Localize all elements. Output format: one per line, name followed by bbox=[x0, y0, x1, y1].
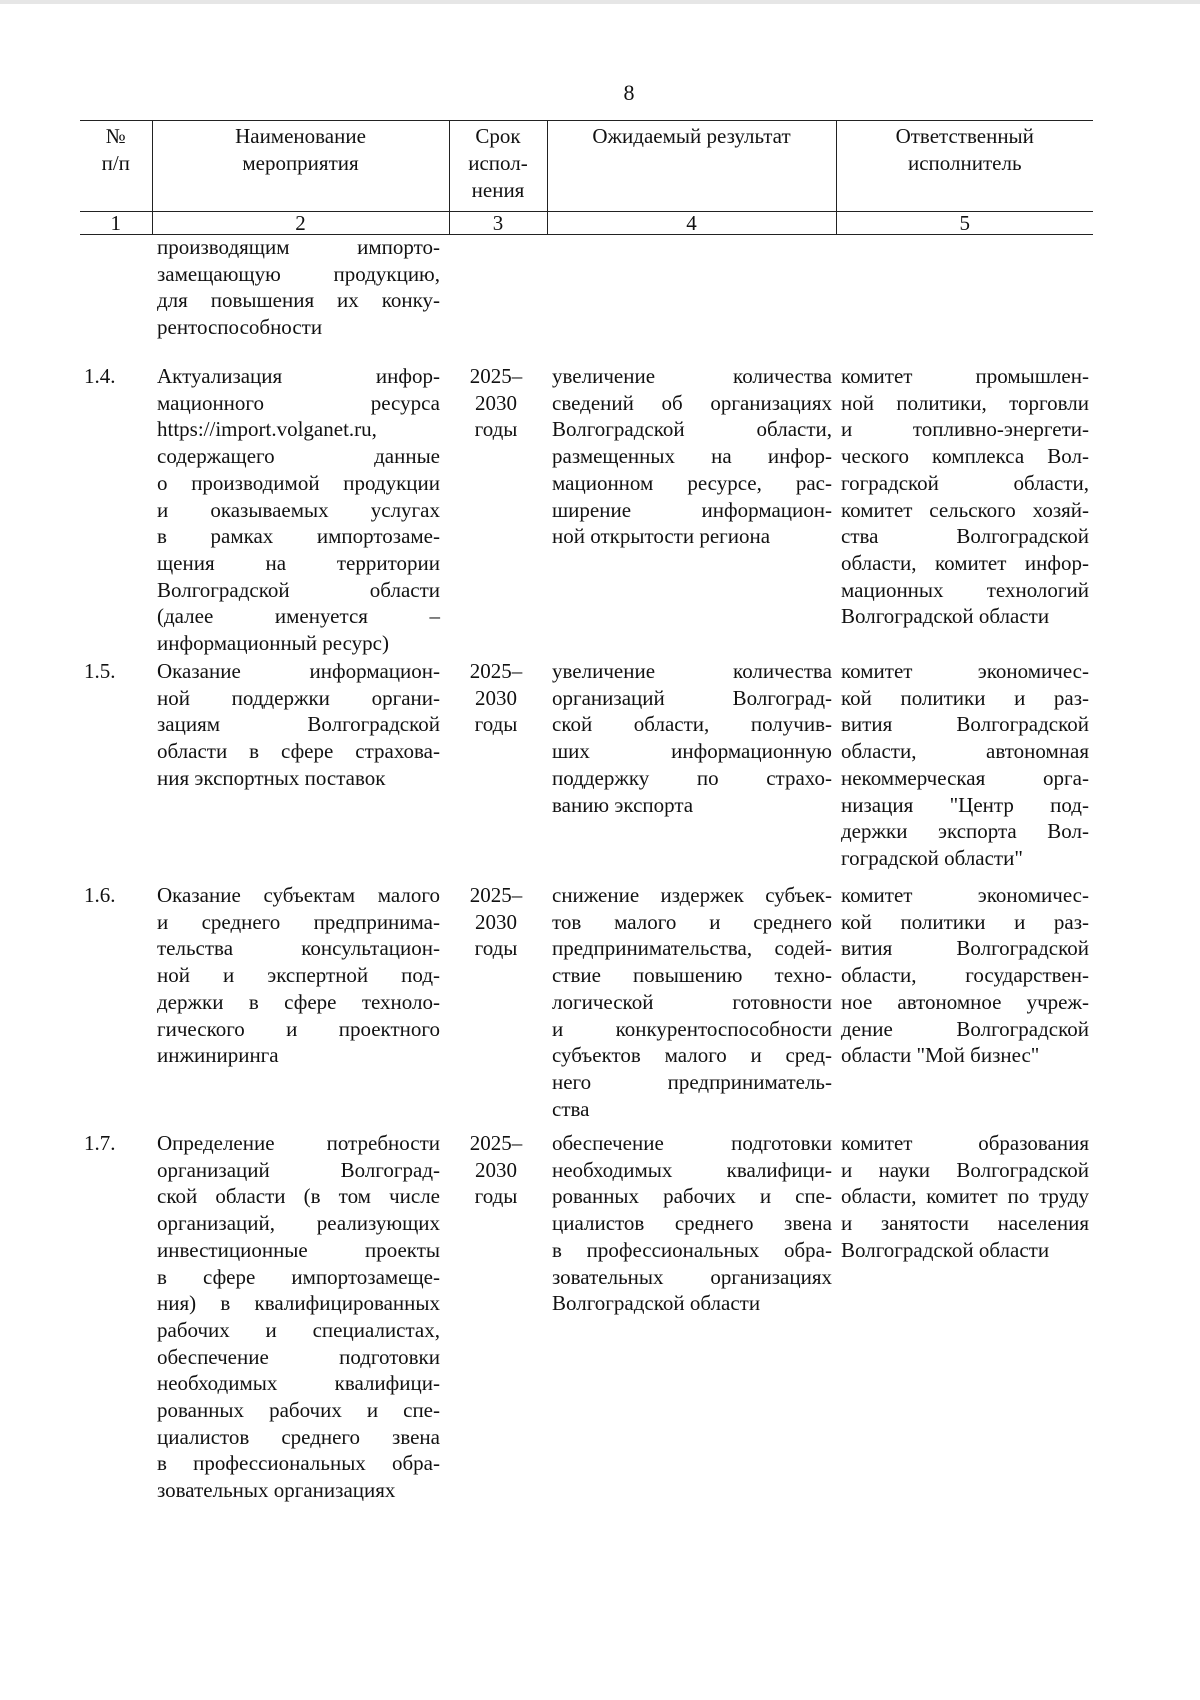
row-executor-line: области, автономная bbox=[841, 739, 1089, 764]
row-name-line: ной поддержки органи- bbox=[157, 685, 440, 710]
row-result-line: и конкурентоспособности bbox=[552, 1016, 832, 1041]
row-number bbox=[84, 1130, 134, 1157]
row-number-line: 1.5. bbox=[84, 659, 116, 683]
row-result-line: субъектов малого и сред- bbox=[552, 1043, 832, 1068]
row-executor-line: ной политики, торговли bbox=[841, 390, 1089, 415]
row-result-line: рованных рабочих и спе- bbox=[552, 1184, 832, 1209]
row-executor bbox=[841, 363, 1089, 630]
row-result-line: Волгоградской области, bbox=[552, 417, 832, 442]
row-result-line: ширение информацион- bbox=[552, 497, 832, 522]
row-result bbox=[552, 363, 832, 550]
column-number: 4 bbox=[547, 212, 836, 235]
row-name-line: Определение потребности bbox=[157, 1131, 440, 1155]
row-executor-line: комитет экономичес- bbox=[841, 659, 1089, 683]
header-text: Ожидаемый результат bbox=[592, 124, 791, 148]
row-executor-line: области, комитет по труду bbox=[841, 1184, 1089, 1209]
row-executor-line: гоградской области, bbox=[841, 470, 1089, 495]
continuation-name-line: замещающую продукцию, bbox=[157, 261, 440, 286]
row-term-line: 2030 bbox=[475, 390, 517, 415]
header-text: п/п bbox=[101, 151, 130, 175]
row-name-line: инжиниринга bbox=[157, 1043, 279, 1068]
row-term-line: 2025– bbox=[469, 1131, 523, 1155]
row-name-line: ской области (в том числе bbox=[157, 1184, 440, 1209]
row-term-line: годы bbox=[474, 712, 518, 737]
row-executor-line: и топливно-энергети- bbox=[841, 417, 1089, 442]
header-text: Ответственный bbox=[895, 124, 1034, 148]
row-result-line: в профессиональных обра- bbox=[552, 1237, 832, 1262]
row-name-line: Оказание субъектам малого bbox=[157, 883, 440, 907]
row-result-line: ших информационную bbox=[552, 739, 832, 764]
row-result-line: циалистов среднего звена bbox=[552, 1211, 832, 1236]
row-term-line: 2030 bbox=[475, 1157, 517, 1182]
row-number bbox=[84, 363, 134, 390]
continuation-name-line: рентоспособности bbox=[157, 315, 323, 340]
row-name bbox=[157, 658, 440, 792]
row-executor-line: кой политики и раз- bbox=[841, 685, 1089, 710]
row-name-line: зовательных организациях bbox=[157, 1478, 396, 1503]
row-executor-line: и занятости населения bbox=[841, 1211, 1089, 1236]
row-name bbox=[157, 363, 440, 657]
row-name-line: Актуализация инфор- bbox=[157, 364, 440, 388]
row-result bbox=[552, 882, 832, 1122]
row-name-line: в профессиональных обра- bbox=[157, 1451, 440, 1476]
row-name-line: и оказываемых услугах bbox=[157, 497, 440, 522]
row-number-line: 1.7. bbox=[84, 1131, 116, 1155]
row-executor-line: комитет сельского хозяй- bbox=[841, 497, 1089, 522]
row-executor-line: вития Волгоградской bbox=[841, 712, 1089, 737]
row-name-line: ной и экспертной под- bbox=[157, 963, 440, 988]
row-executor-line: ческого комплекса Вол- bbox=[841, 444, 1089, 469]
row-result bbox=[552, 658, 832, 818]
row-result-line: ской области, получив- bbox=[552, 712, 832, 737]
header-text: № bbox=[105, 124, 126, 148]
row-executor bbox=[841, 658, 1089, 872]
row-executor-line: низация "Центр под- bbox=[841, 792, 1089, 817]
header-text: Срок bbox=[475, 124, 521, 148]
row-result-line: тов малого и среднего bbox=[552, 909, 832, 934]
row-number bbox=[84, 658, 134, 685]
row-term-line: годы bbox=[474, 417, 518, 442]
row-result-line: сведений об организациях bbox=[552, 390, 832, 415]
row-executor-line: области "Мой бизнес" bbox=[841, 1043, 1040, 1068]
row-term-line: годы bbox=[474, 936, 518, 961]
row-name-line: тельства консультацион- bbox=[157, 936, 440, 961]
row-name-line: https://import.volganet.ru, bbox=[157, 417, 377, 442]
row-executor-line: держки экспорта Вол- bbox=[841, 819, 1089, 844]
row-executor-line: области, государствен- bbox=[841, 963, 1089, 988]
row-executor-line: некоммерческая орга- bbox=[841, 765, 1089, 790]
row-term-line: 2030 bbox=[475, 685, 517, 710]
row-name-line: необходимых квалифици- bbox=[157, 1371, 440, 1396]
row-executor-line: Волгоградской области bbox=[841, 604, 1050, 629]
continuation-name bbox=[157, 234, 440, 341]
row-name-line: о производимой продукции bbox=[157, 470, 440, 495]
row-name-line: гического и проектного bbox=[157, 1016, 440, 1041]
row-name-line: информационный ресурс) bbox=[157, 631, 389, 656]
row-executor-line: дение Волгоградской bbox=[841, 1016, 1089, 1041]
row-term-line: 2025– bbox=[469, 364, 523, 388]
header-text: нения bbox=[471, 178, 525, 202]
row-result-line: организаций Волгоград- bbox=[552, 685, 832, 710]
row-executor bbox=[841, 882, 1089, 1069]
row-name-line: Оказание информацион- bbox=[157, 659, 440, 683]
column-number: 5 bbox=[836, 212, 1093, 235]
row-executor-line: комитет экономичес- bbox=[841, 883, 1089, 907]
row-name-line: рабочих и специалистах, bbox=[157, 1317, 440, 1342]
row-name-line: организаций Волгоград- bbox=[157, 1157, 440, 1182]
row-number bbox=[84, 882, 134, 909]
row-executor-line: Волгоградской области bbox=[841, 1237, 1050, 1262]
row-executor-line: комитет образования bbox=[841, 1131, 1089, 1155]
row-name-line: в рамках импортозаме- bbox=[157, 524, 440, 549]
continuation-name-line: производящим импорто- bbox=[157, 235, 440, 259]
row-result-line: Волгоградской области bbox=[552, 1291, 761, 1316]
row-result-line: предпринимательства, содей- bbox=[552, 936, 832, 961]
row-number-line: 1.6. bbox=[84, 883, 116, 907]
row-executor bbox=[841, 1130, 1089, 1264]
row-result bbox=[552, 1130, 832, 1317]
header-text: мероприятия bbox=[242, 151, 359, 175]
row-name-line: ния) в квалифицированных bbox=[157, 1291, 440, 1316]
row-name-line: области в сфере страхова- bbox=[157, 739, 440, 764]
row-name-line: (далее именуется – bbox=[157, 604, 440, 629]
row-name-line: и среднего предпринима- bbox=[157, 909, 440, 934]
row-name-line: зациям Волгоградской bbox=[157, 712, 440, 737]
row-result-line: размещенных на инфор- bbox=[552, 444, 832, 469]
row-result-line: ной открытости региона bbox=[552, 524, 771, 549]
row-number-line: 1.4. bbox=[84, 364, 116, 388]
continuation-name-line: для повышения их конку- bbox=[157, 288, 440, 313]
row-result-line: увеличение количества bbox=[552, 364, 832, 388]
row-result-line: логической готовности bbox=[552, 989, 832, 1014]
row-executor-line: ства Волгоградской bbox=[841, 524, 1089, 549]
row-result-line: ства bbox=[552, 1096, 590, 1121]
row-name-line: рованных рабочих и спе- bbox=[157, 1398, 440, 1423]
row-term bbox=[454, 363, 538, 443]
row-name bbox=[157, 882, 440, 1069]
row-executor-line: гоградской области" bbox=[841, 845, 1023, 870]
header-text: исполнитель bbox=[907, 151, 1022, 175]
header-text: испол- bbox=[468, 151, 528, 175]
row-name-line: Волгоградской области bbox=[157, 577, 440, 602]
row-result-line: поддержку по страхо- bbox=[552, 765, 832, 790]
row-executor-line: и науки Волгоградской bbox=[841, 1157, 1089, 1182]
row-executor-line: вития Волгоградской bbox=[841, 936, 1089, 961]
row-result-line: него предприниматель- bbox=[552, 1069, 832, 1094]
row-executor-line: области, комитет инфор- bbox=[841, 550, 1089, 575]
row-name-line: инвестиционные проекты bbox=[157, 1237, 440, 1262]
row-result-line: зовательных организациях bbox=[552, 1264, 832, 1289]
row-name-line: обеспечение подготовки bbox=[157, 1344, 440, 1369]
row-result-line: необходимых квалифици- bbox=[552, 1157, 832, 1182]
row-result-line: мационном ресурсе, рас- bbox=[552, 470, 832, 495]
row-result-line: снижение издержек субъек- bbox=[552, 883, 832, 907]
header-text: Наименование bbox=[235, 124, 366, 148]
row-name-line: ния экспортных поставок bbox=[157, 765, 386, 790]
row-name-line: содержащего данные bbox=[157, 444, 440, 469]
column-number: 2 bbox=[152, 212, 449, 235]
row-term-line: 2030 bbox=[475, 909, 517, 934]
row-executor-line: кой политики и раз- bbox=[841, 909, 1089, 934]
row-executor-line: комитет промышлен- bbox=[841, 364, 1089, 388]
row-name-line: организаций, реализующих bbox=[157, 1211, 440, 1236]
row-term bbox=[454, 882, 538, 962]
row-term bbox=[454, 658, 538, 738]
row-term-line: 2025– bbox=[469, 883, 523, 907]
row-name-line: в сфере импортозамеще- bbox=[157, 1264, 440, 1289]
row-term-line: 2025– bbox=[469, 659, 523, 683]
row-name bbox=[157, 1130, 440, 1504]
row-term-line: годы bbox=[474, 1184, 518, 1209]
row-result-line: обеспечение подготовки bbox=[552, 1131, 832, 1155]
row-name-line: мационного ресурса bbox=[157, 390, 440, 415]
page-number: 8 bbox=[623, 80, 635, 105]
column-number: 1 bbox=[80, 212, 152, 235]
row-term bbox=[454, 1130, 538, 1210]
row-name-line: щения на территории bbox=[157, 550, 440, 575]
column-number: 3 bbox=[449, 212, 547, 235]
row-result-line: ствие повышению техно- bbox=[552, 963, 832, 988]
row-name-line: держки в сфере техноло- bbox=[157, 989, 440, 1014]
row-result-line: увеличение количества bbox=[552, 659, 832, 683]
row-result-line: ванию экспорта bbox=[552, 792, 694, 817]
row-name-line: циалистов среднего звена bbox=[157, 1424, 440, 1449]
row-executor-line: мационных технологий bbox=[841, 577, 1089, 602]
row-executor-line: ное автономное учреж- bbox=[841, 989, 1089, 1014]
